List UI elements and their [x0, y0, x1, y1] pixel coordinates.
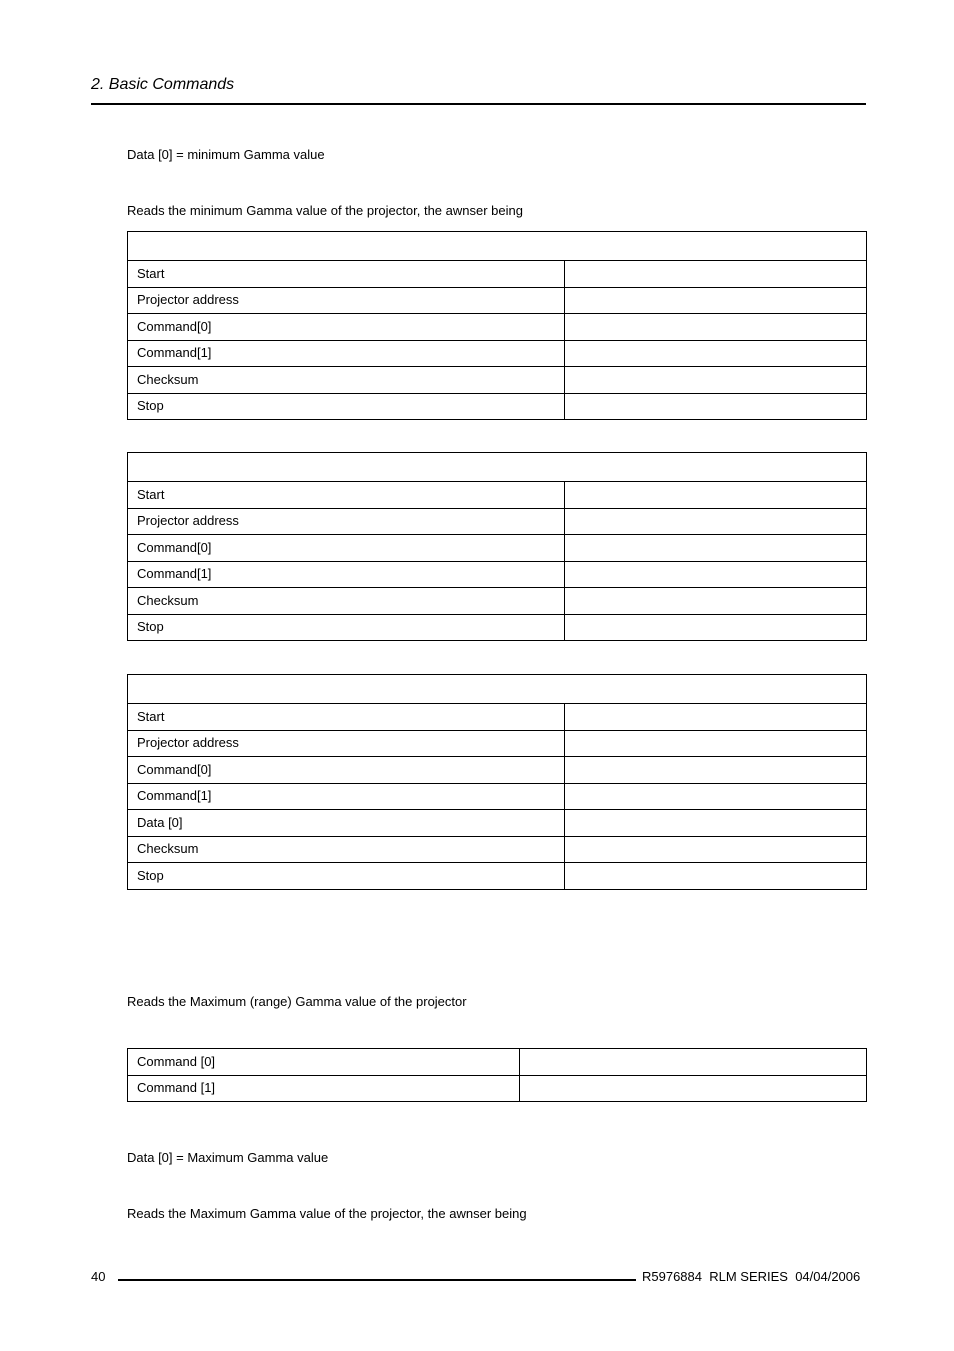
table-row: [128, 340, 867, 367]
table-row: [128, 1075, 867, 1102]
row-value: [565, 863, 867, 890]
table-row: [128, 783, 867, 810]
row-value: [565, 393, 867, 420]
max-data-description: Data [0] = Maximum Gamma value: [127, 1150, 329, 1165]
table-row: [128, 535, 867, 562]
row-value: [565, 367, 867, 394]
table-caption-row: [128, 453, 867, 482]
row-label: Start: [128, 482, 565, 509]
row-value: [565, 508, 867, 535]
table-row: [128, 287, 867, 314]
row-value: [565, 561, 867, 588]
table-row: [128, 614, 867, 641]
row-label: Command[0]: [128, 314, 565, 341]
footer-divider: [118, 1279, 636, 1281]
row-label: Command[1]: [128, 340, 565, 367]
max-range-reads-description: Reads the Maximum (range) Gamma value of the projector: [127, 994, 467, 1009]
row-value: [565, 588, 867, 615]
row-label: Projector address: [128, 508, 565, 535]
table-row: [128, 261, 867, 288]
row-value: [565, 287, 867, 314]
table-row: [128, 482, 867, 509]
row-label: Stop: [128, 393, 565, 420]
row-label: Stop: [128, 863, 565, 890]
row-value: [565, 783, 867, 810]
min-data-description: Data [0] = minimum Gamma value: [127, 147, 325, 162]
table-caption: [128, 232, 867, 261]
row-label: Projector address: [128, 730, 565, 757]
row-label: Command[0]: [128, 757, 565, 784]
document-info: R5976884 RLM SERIES 04/04/2006: [642, 1269, 861, 1284]
command-table-4: [127, 1048, 867, 1102]
max-reads-description: Reads the Maximum Gamma value of the projector, the awnser being: [127, 1206, 527, 1221]
row-value: [565, 810, 867, 837]
command-table-1: [127, 231, 867, 420]
section-title: 2. Basic Commands: [91, 76, 235, 93]
table-caption-row: [128, 675, 867, 704]
table-row: [128, 810, 867, 837]
table-row: [128, 704, 867, 731]
row-label: Stop: [128, 614, 565, 641]
row-value: [565, 836, 867, 863]
row-value: [565, 314, 867, 341]
row-label: Checksum: [128, 367, 565, 394]
row-label: Command[1]: [128, 783, 565, 810]
row-label: Start: [128, 261, 565, 288]
table-caption: [128, 675, 867, 704]
row-label: Command [0]: [128, 1049, 520, 1076]
row-value: [565, 340, 867, 367]
row-label: Projector address: [128, 287, 565, 314]
table-row: [128, 561, 867, 588]
row-label: Data [0]: [128, 810, 565, 837]
table-caption: [128, 453, 867, 482]
table-row: [128, 1049, 867, 1076]
min-reads-description: Reads the minimum Gamma value of the projector, the awnser being: [127, 203, 523, 218]
table-row: [128, 730, 867, 757]
table-caption-row: [128, 232, 867, 261]
row-value: [520, 1049, 867, 1076]
row-value: [520, 1075, 867, 1102]
page-number: 40: [91, 1269, 106, 1284]
row-label: Checksum: [128, 588, 565, 615]
row-value: [565, 614, 867, 641]
table-row: [128, 836, 867, 863]
table-row: [128, 393, 867, 420]
row-value: [565, 482, 867, 509]
table-row: [128, 314, 867, 341]
row-value: [565, 757, 867, 784]
row-value: [565, 704, 867, 731]
command-table-3: [127, 674, 867, 890]
table-row: [128, 588, 867, 615]
table-row: [128, 367, 867, 394]
header-divider: [91, 103, 866, 105]
row-label: Start: [128, 704, 565, 731]
table-row: [128, 863, 867, 890]
table-row: [128, 508, 867, 535]
row-value: [565, 730, 867, 757]
row-label: Checksum: [128, 836, 565, 863]
table-row: [128, 757, 867, 784]
row-label: Command [1]: [128, 1075, 520, 1102]
row-label: Command[0]: [128, 535, 565, 562]
command-table-2: [127, 452, 867, 641]
row-value: [565, 535, 867, 562]
row-label: Command[1]: [128, 561, 565, 588]
row-value: [565, 261, 867, 288]
